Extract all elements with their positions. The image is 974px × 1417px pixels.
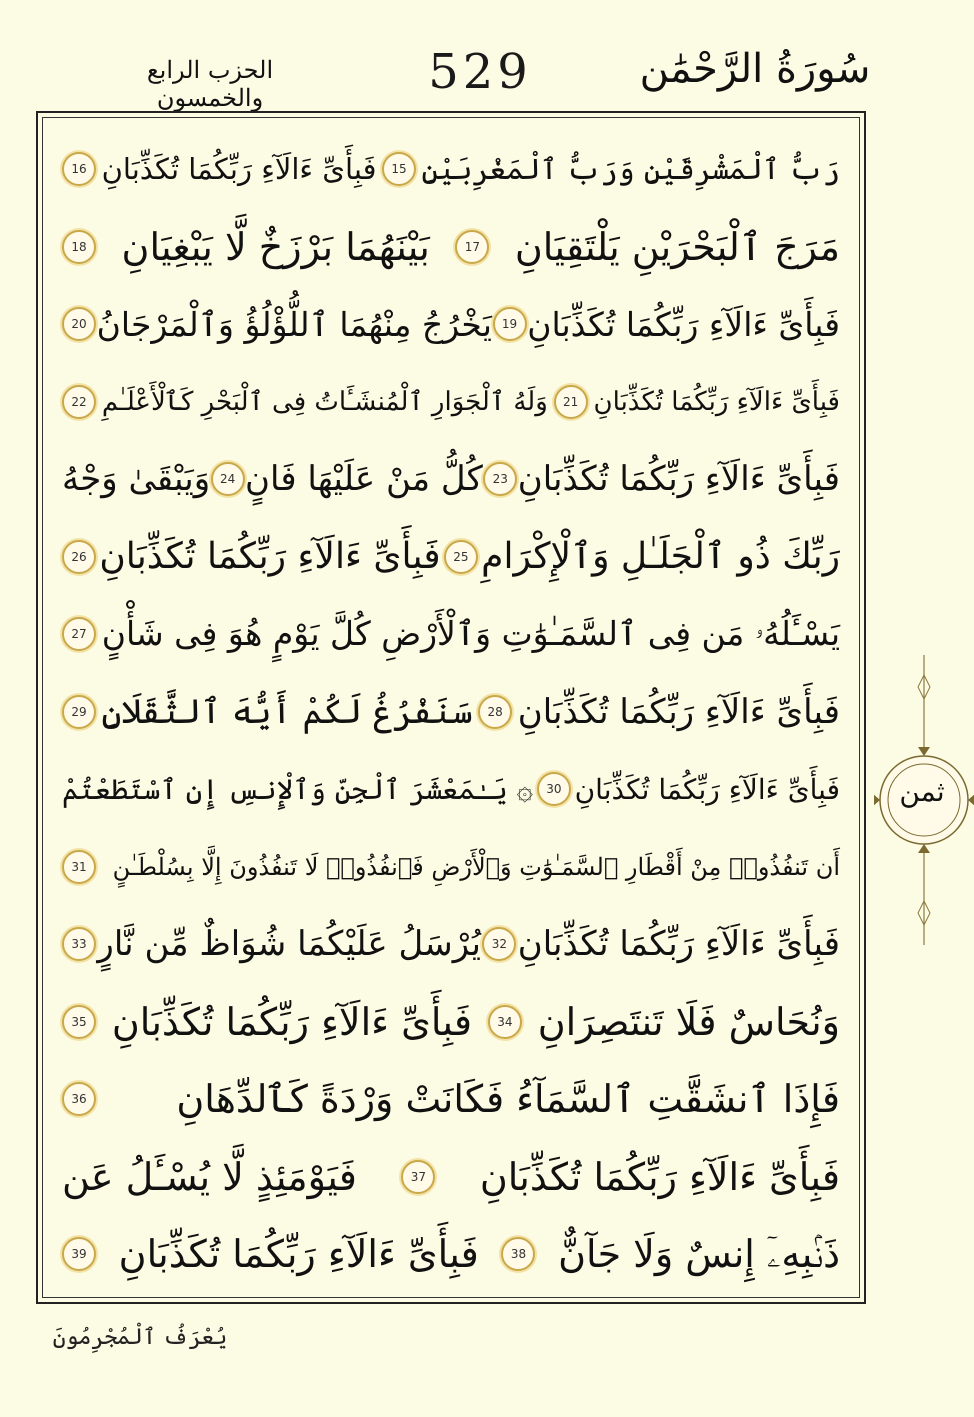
verse-text: فَإِذَا ٱنشَقَّتِ ٱلسَّمَآءُ فَكَانَتْ وَرْدَةً كَٱلدِّهَانِ: [176, 1077, 840, 1121]
verse-text: فَبِأَىِّ ءَالَآءِ رَبِّكُمَا تُكَذِّبَانِ: [517, 924, 840, 964]
hizb-label: الحزب الرابع والخمسون: [146, 56, 274, 112]
verse-line: [38, 217, 864, 295]
verse-text: يَخْرُجُ مِنْهُمَا ٱللُّؤْلُؤُ وَٱلْمَرْجَانُ: [96, 304, 492, 344]
verse-text: وَيَبْقَىٰ وَجْهُ: [62, 459, 211, 499]
ayah-number: 23: [483, 462, 517, 496]
verse-text: ذَنۢبِهِۦٓ إِنسٌ وَلَا جَآنٌّ: [558, 1231, 840, 1276]
verse-line: [38, 139, 864, 217]
verse-line: [38, 759, 864, 837]
verse-line-row: [62, 914, 840, 974]
ayah-number: 17: [455, 230, 489, 264]
verse-text: فَبِأَىِّ ءَالَآءِ رَبِّكُمَا تُكَذِّبَانِ: [517, 459, 840, 499]
verse-line-row: [62, 449, 840, 509]
verse-text: وَنُحَاسٌ فَلَا تَنتَصِرَانِ: [537, 999, 840, 1044]
verse-line: [38, 527, 864, 605]
verse-line: [38, 1147, 864, 1225]
verse-text: يَسْـَٔلُهُۥ مَن فِى ٱلسَّمَـٰوَٰتِ وَٱلْأَرْضِ كُلَّ يَوْمٍ هُوَ فِى شَأْنٍ: [101, 614, 840, 653]
verse-line-row: [62, 1147, 840, 1207]
ayah-number: 32: [482, 927, 516, 961]
verse-text: يُرْسَلُ عَلَيْكُمَا شُوَاظٌ مِّن نَّارٍ: [97, 924, 481, 964]
verse-text: فَبِأَىِّ ءَالَآءِ رَبِّكُمَا تُكَذِّبَانِ: [111, 999, 473, 1044]
page-number: 529: [428, 44, 532, 100]
verse-line-row: [62, 992, 840, 1052]
ayah-number: 36: [62, 1082, 96, 1116]
ayah-number: 29: [62, 695, 96, 729]
verse-line-row: [62, 837, 840, 897]
ayah-number: 28: [478, 695, 512, 729]
verse-line: [38, 449, 864, 527]
ayah-number: 24: [211, 462, 245, 496]
verse-text: مَرَجَ ٱلْبَحْرَيْنِ يَلْتَقِيَانِ: [514, 224, 840, 269]
ayah-number: 39: [62, 1237, 96, 1271]
ayah-number: 25: [444, 540, 478, 574]
ayah-number: 21: [554, 385, 588, 419]
verse-line: [38, 992, 864, 1070]
ayah-number: 18: [62, 230, 96, 264]
verse-line-row: [62, 1224, 840, 1284]
thumn-marker: [874, 655, 974, 945]
ayah-number: 37: [401, 1160, 435, 1194]
verse-line-row: [62, 682, 840, 742]
verse-text: فَبِأَىِّ ءَالَآءِ رَبِّكُمَا تُكَذِّبَانِ: [517, 691, 840, 732]
ayah-number: 38: [501, 1237, 535, 1271]
catchword: يُعْرَفُ ٱلْمُجْرِمُونَ: [52, 1325, 228, 1350]
text-frame: [36, 111, 866, 1304]
verse-text: فَبِأَىِّ ءَالَآءِ رَبِّكُمَا تُكَذِّبَانِ: [118, 1232, 479, 1276]
ayah-number: 19: [493, 307, 527, 341]
ayah-number: 27: [62, 617, 96, 651]
verse-text: فَبِأَىِّ ءَالَآءِ رَبِّكُمَا تُكَذِّبَانِ: [593, 386, 840, 417]
verse-text: فَيَوْمَئِذٍ لَّا يُسْـَٔلُ عَن: [62, 1154, 357, 1199]
ayah-number: 35: [62, 1005, 96, 1039]
verse-line: [38, 372, 864, 450]
thumn-label: ثمن: [899, 775, 945, 808]
verse-line-row: [62, 294, 840, 354]
verse-text: ۞ يَـٰمَعْشَرَ ٱلْجِنِّ وَٱلْإِنسِ إِنِ ٱسْتَطَعْتُمْ: [62, 772, 534, 806]
ayah-number: 30: [537, 772, 571, 806]
verse-line-row: [62, 759, 840, 819]
verse-line-row: [62, 217, 840, 277]
verse-line: [38, 837, 864, 915]
verse-text: فَبِأَىِّ ءَالَآءِ رَبِّكُمَا تُكَذِّبَانِ: [527, 304, 840, 344]
verse-text: رَبُّ ٱلْمَشْرِقَيْنِ وَرَبُّ ٱلْمَغْرِبَيْنِ: [421, 152, 840, 186]
verse-text: فَبِأَىِّ ءَالَآءِ رَبِّكُمَا تُكَذِّبَانِ: [101, 152, 377, 186]
ayah-number: 15: [382, 152, 416, 186]
verse-text: فَبِأَىِّ ءَالَآءِ رَبِّكُمَا تُكَذِّبَانِ: [574, 772, 840, 806]
ayah-number: 20: [62, 307, 96, 341]
verse-line: [38, 604, 864, 682]
verse-line: [38, 294, 864, 372]
ayah-number: 16: [62, 152, 96, 186]
ayah-number: 31: [62, 850, 96, 884]
verse-line-row: [62, 527, 840, 587]
verse-line: [38, 682, 864, 760]
verse-text: كُلُّ مَنْ عَلَيْهَا فَانٍ: [245, 459, 483, 499]
verse-line: [38, 1069, 864, 1147]
verse-line-row: [62, 372, 840, 432]
verse-text: وَلَهُ ٱلْجَوَارِ ٱلْمُنشَـَٔاتُ فِى ٱلْبَحْرِ كَٱلْأَعْلَـٰمِ: [101, 386, 548, 417]
verse-text: رَبِّكَ ذُو ٱلْجَلَـٰلِ وَٱلْإِكْرَامِ: [481, 536, 840, 577]
verse-line-row: [62, 1069, 840, 1129]
verse-line: [38, 1224, 864, 1302]
verse-text: فَبِأَىِّ ءَالَآءِ رَبِّكُمَا تُكَذِّبَانِ: [99, 536, 441, 577]
verse-text: أَن تَنفُذُوا۟ مِنْ أَقْطَارِ ٱلسَّمَـٰوَٰتِ وَٱلْأَرْضِ فَٱنفُذُوا۟ لَا تَنفُذُونَ إِلَّا بِسُلْطَـٰنٍ: [112, 852, 840, 881]
verse-text: بَيْنَهُمَا بَرْزَخٌ لَّا يَبْغِيَانِ: [121, 224, 430, 269]
verse-text: فَبِأَىِّ ءَالَآءِ رَبِّكُمَا تُكَذِّبَانِ: [479, 1154, 840, 1199]
surah-title: سُورَةُ الرَّحْمَٰن: [639, 46, 871, 92]
verse-text: سَنَفْرُغُ لَكُمْ أَيُّهَ ٱلثَّقَلَانِ: [101, 692, 473, 732]
verse-line-row: [62, 604, 840, 664]
page-header: [40, 40, 890, 110]
ayah-number: 34: [488, 1005, 522, 1039]
ayah-number: 26: [62, 540, 96, 574]
verse-line-row: [62, 139, 840, 199]
verse-line: [38, 914, 864, 992]
verse-lines: [38, 139, 864, 1302]
ayah-number: 33: [62, 927, 96, 961]
ayah-number: 22: [62, 385, 96, 419]
